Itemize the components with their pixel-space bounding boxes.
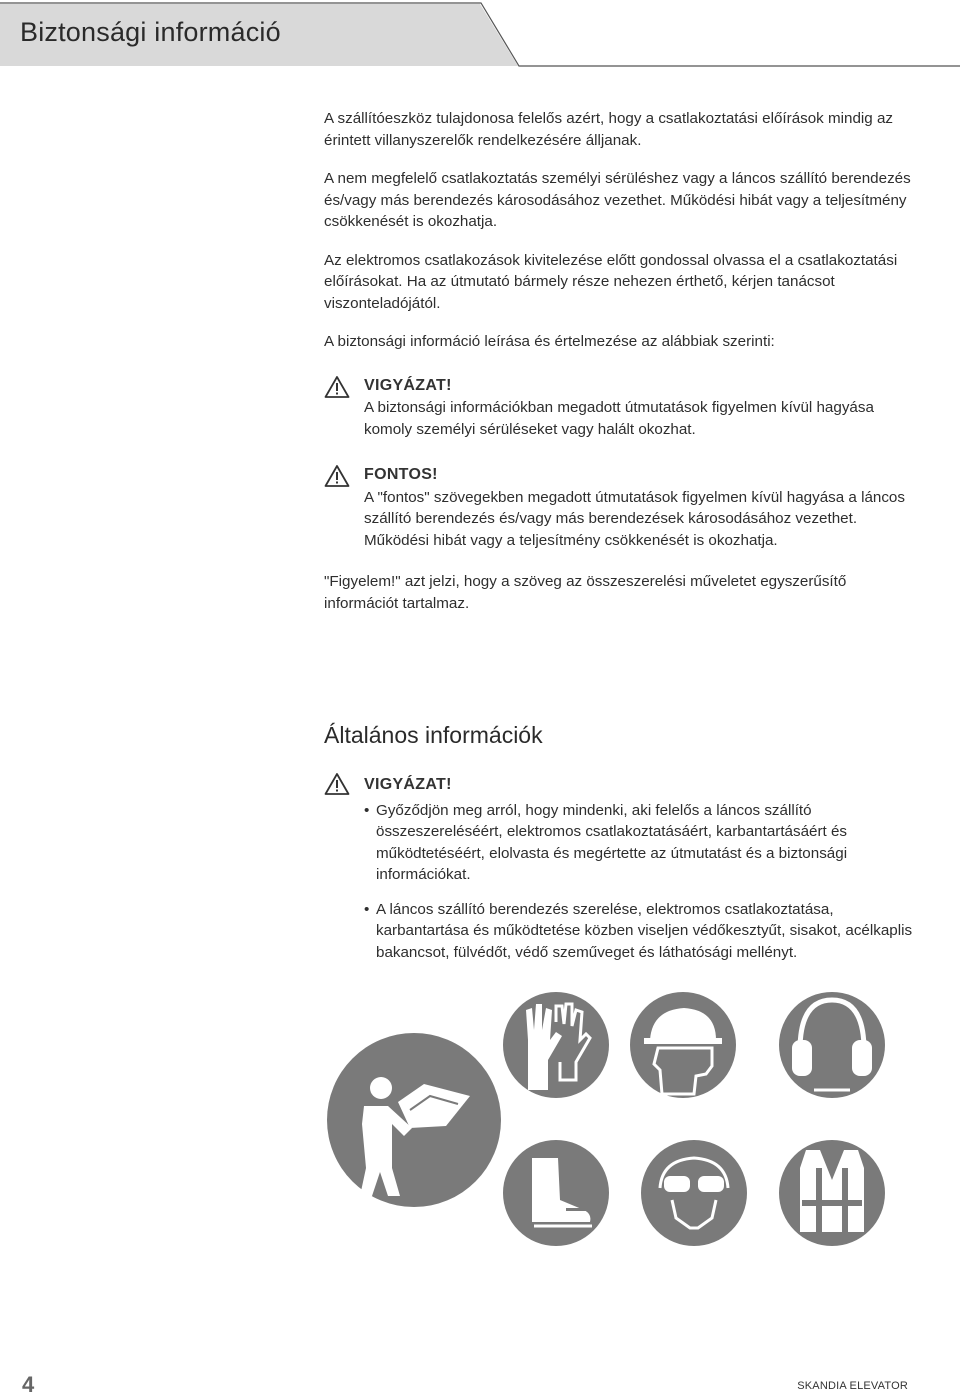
page-title: Biztonsági információ <box>20 17 281 47</box>
bullet-dot-icon: • <box>364 900 370 918</box>
gloves-icon <box>503 992 609 1098</box>
important-title: FONTOS! <box>364 466 438 483</box>
intro-paragraph-4: A biztonsági információ leírása és értelmezése az alábbiak szerinti: <box>324 333 775 350</box>
warning-text: A biztonsági információkban megadott útmutatások figyelmen kívül hagyása komoly személyi sérüléseket vagy halált okozhat. <box>364 399 874 438</box>
goggles-icon <box>641 1140 747 1246</box>
intro-paragraph-3: Az elektromos csatlakozások kivitelezése előtt gondossal olvassa el a csatlakoztatási előírásokat. Ha az útmutató bármely része nehezen érthető, kérjen tanácsot viszonteladójától. <box>324 251 898 312</box>
important-text: A "fontos" szövegekben megadott útmutatások figyelmen kívül hagyása a láncos szállító berendezés és/vagy más berendezések károsodásához vezethet. Működési hibát vagy a teljesítmény csökkenését is okozhatja. <box>364 488 905 549</box>
read-manual-icon <box>327 1033 501 1207</box>
helmet-icon <box>630 992 736 1098</box>
vest-icon <box>779 1140 885 1246</box>
bullet-dot-icon: • <box>364 801 370 819</box>
note-paragraph: "Figyelem!" azt jelzi, hogy a szöveg az összeszerelési műveletet egyszerűsítő információt tartalmaz. <box>324 573 847 612</box>
general-info-title: Általános információk <box>324 722 543 748</box>
general-warning-title: VIGYÁZAT! <box>364 776 452 793</box>
intro-paragraph-2: A nem megfelelő csatlakoztatás személyi sérüléshez vagy a láncos szállító berendezés és/vagy más berendezés károsodásához vezethet. Működési hibát vagy a teljesítmény csökkenését is okozhatja. <box>324 170 911 230</box>
warning-title: VIGYÁZAT! <box>364 376 452 394</box>
safety-boots-icon <box>503 1140 609 1246</box>
brand-footer: SKANDIA ELEVATOR <box>797 1380 908 1392</box>
ear-protection-icon <box>779 992 885 1098</box>
intro-paragraph-1: A szállítóeszköz tulajdonosa felelős azért, hogy a csatlakoztatási előírások mindig az érintett villanyszerelők rendelkezésére álljanak. <box>324 110 893 149</box>
bullet-text: A láncos szállító berendezés szerelése, elektromos csatlakoztatása, karbantartása és működtetése közben viseljen védőkesztyűt, sisakot, acélkaplis bakancsot, fülvédőt, védő szeműveget és láthatósági mellényt. <box>376 900 913 961</box>
page-number: 4 <box>22 1372 35 1397</box>
bullet-text: Győződjön meg arról, hogy mindenki, aki felelős a láncos szállító összeszereléséért, elektromos csatlakoztatásáért, karbantartásáért és működtetéséért, elolvasta és megértette az útmutatást és a biztonsági információkat. <box>376 801 848 883</box>
